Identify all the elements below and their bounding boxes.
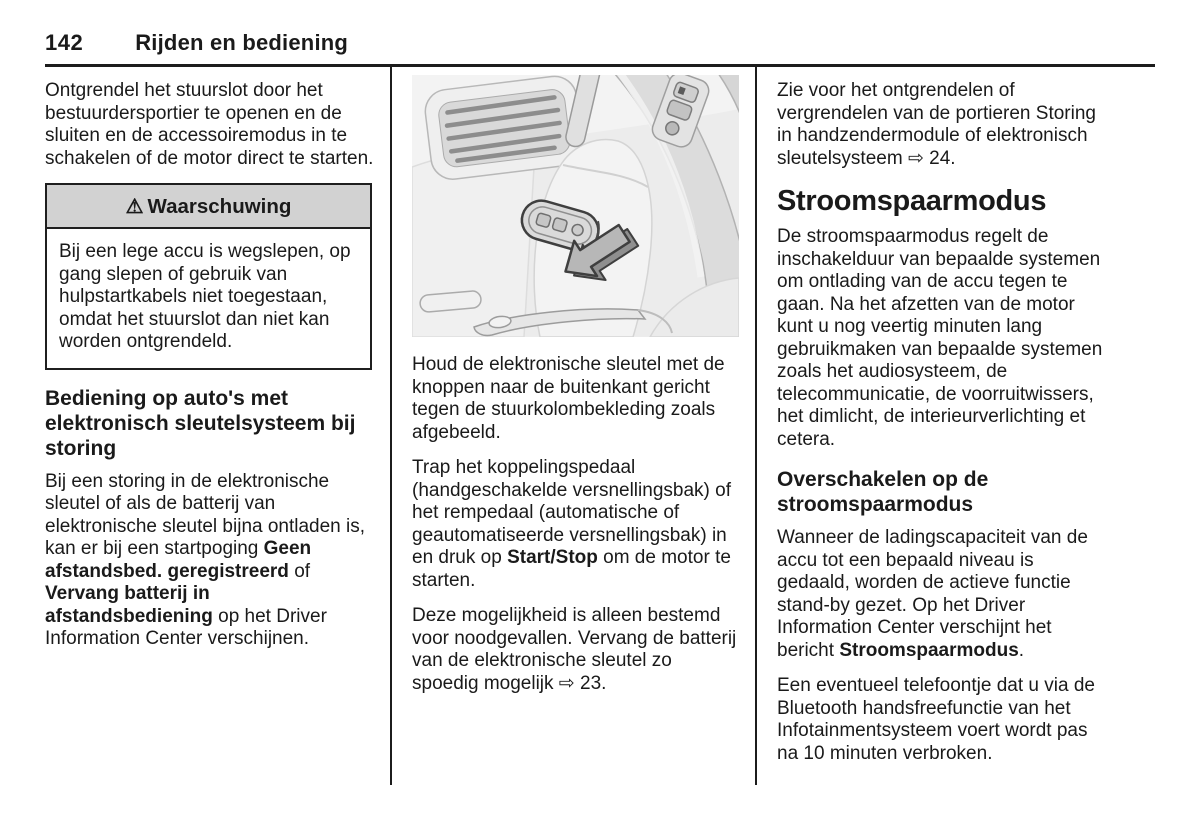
switch-over-paragraph-2: Een eventueel telefoontje dat u via de Bluetooth handsfreefunctie van het Infotainmentsysteem voert wordt pas na 10 minuten verbroken. [777, 675, 1095, 764]
warning-text: Bij een lege accu is wegslepen, op gang slepen of gebruik van hulpstartkabels niet toegestaan, omdat het stuurslot dan niet kan worden ontgrendeld. [59, 241, 351, 352]
page-header [45, 30, 1155, 67]
start-engine-paragraph: Trap het koppelingspedaal (handgeschakelde versnellingsbak) of het rempedaal (automatische of geautomatiseerde versnellingsbak) in en druk op Start/Stop om de motor te starten. [412, 457, 731, 591]
switch-over-heading: Overschakelen op de stroomspaarmodus [777, 468, 989, 516]
page-number: 142 [45, 30, 84, 55]
door-unlock-ref-paragraph: Zie voor het ontgrendelen of vergrendelen van de portieren Storing in handzendermodule of elektronisch sleutelsysteem ⇨ 24. [777, 80, 1096, 169]
steering-column-key-illustration [412, 75, 739, 337]
power-save-heading: Stroomspaarmodus [777, 185, 1047, 217]
fault-section-heading: Bediening op auto's met elektronisch sleutelsysteem bij storing [45, 386, 356, 460]
warning-triangle-icon: ⚠ [125, 196, 144, 218]
warning-box-body [47, 229, 370, 368]
right-column [757, 67, 1155, 785]
warning-box-header [47, 185, 370, 229]
left-column [45, 67, 392, 785]
emergency-paragraph: Deze mogelijkheid is alleen bestemd voor noodgevallen. Vervang de batterij van de elektronische sleutel zo spoedig mogelijk ⇨ 23. [412, 605, 737, 694]
middle-column [392, 67, 757, 785]
hold-key-paragraph: Houd de elektronische sleutel met de knoppen naar de buitenkant gericht tegen de stuurkolombekleding zoals afgebeeld. [412, 354, 725, 443]
power-save-paragraph: De stroomspaarmodus regelt de inschakelduur van bepaalde systemen om ontlading van de accu tegen te gaan. Na het afzetten van de motor kunt u nog veertig minuten lang gebruikmaken van bepaalde systemen zoals het audiosysteem, de telecommunicatie, de voorruitwissers, het dimlicht, de interieurverlichting et cetera. [777, 226, 1103, 450]
intro-paragraph: Ontgrendel het stuurslot door het bestuurdersportier te openen en de sluiten en de accessoiremodus in te schakelen of de motor direct te starten. [45, 80, 374, 169]
chapter-title: Rijden en bediening [135, 30, 349, 55]
page-content [45, 67, 1155, 785]
warning-box [45, 183, 372, 370]
warning-title: Waarschuwing [147, 195, 292, 218]
fault-section-paragraph: Bij een storing in de elektronische sleutel of als de batterij van elektronische sleutel bijna ontladen is, kan er bij een startpoging Geen afstandsbed. geregistreerd of Vervang batterij in afstandsbediening op het Driver Information Center verschijnen. [45, 470, 366, 649]
manual-page [0, 30, 1200, 785]
switch-over-paragraph-1: Wanneer de ladingscapaciteit van de accu tot een bepaald niveau is gedaald, worden de actieve functie stand-by gezet. Op het Driver Information Center verschijnt het bericht Stroomspaarmodus. [777, 527, 1088, 661]
